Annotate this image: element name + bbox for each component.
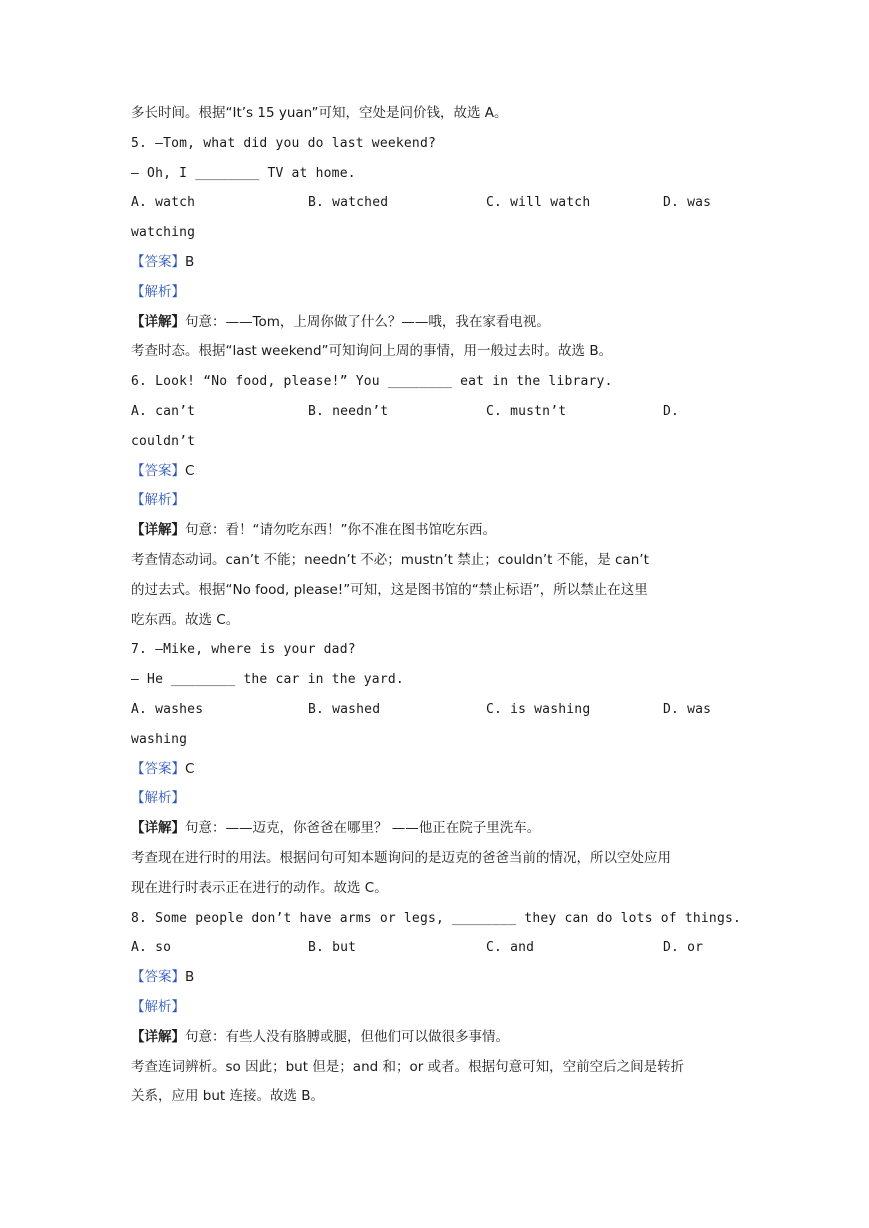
answer-options-row	[131, 188, 741, 218]
text-line: 吃东西。故选 C。	[131, 611, 240, 628]
option-c: C. is washing	[486, 701, 591, 717]
option-b: B. but	[308, 940, 357, 956]
detail-line	[131, 516, 741, 546]
option-d: D.	[663, 403, 680, 419]
section-tag-value: B	[185, 253, 195, 270]
document-page	[131, 99, 741, 1112]
text-line: — He ________ the car in the yard.	[131, 672, 404, 688]
detail-label: 【详解】	[131, 313, 185, 330]
answer-tag-line	[131, 486, 741, 516]
text-line: washing	[131, 731, 188, 747]
section-tag-label: 【解析】	[131, 492, 185, 509]
text-line: 关系，应用 but 连接。故选 B。	[131, 1088, 325, 1105]
section-tag-label: 【解析】	[131, 998, 185, 1015]
detail-text: 句意：有些人没有胳膊或腿，但他们可以做很多事情。	[185, 1028, 509, 1045]
answer-tag-line	[131, 278, 741, 308]
answer-tag-line	[131, 457, 741, 487]
section-tag-label: 【答案】	[131, 253, 185, 270]
text-line: watching	[131, 225, 196, 241]
text-line: 现在进行时表示正在进行的动作。故选 C。	[131, 879, 388, 896]
text-line: 考查连词辨析。so 因此；but 但是；and 和；or 或者。根据句意可知，空前空后之间是转折	[131, 1058, 685, 1075]
section-tag-label: 【答案】	[131, 969, 185, 986]
text-line: — Oh, I ________ TV at home.	[131, 165, 356, 181]
text-line: 7. —Mike, where is your dad?	[131, 642, 356, 658]
option-a: A. so	[131, 940, 172, 956]
section-tag-label: 【答案】	[131, 462, 185, 479]
text-line: 考查情态动词。can’t 不能；needn’t 不必；mustn’t 禁止；couldn’t 不能，是 can’t	[131, 551, 649, 568]
text-line: 5. —Tom, what did you do last weekend?	[131, 135, 437, 151]
detail-label: 【详解】	[131, 820, 185, 837]
section-tag-label: 【答案】	[131, 760, 185, 777]
detail-line	[131, 308, 741, 338]
option-c: C. and	[486, 940, 535, 956]
text-line: 8. Some people don’t have arms or legs, ________ they can do lots of things.	[131, 910, 742, 926]
detail-label: 【详解】	[131, 522, 185, 539]
answer-options-row	[131, 397, 741, 427]
detail-text: 句意：——迈克，你爸爸在哪里？ ——他正在院子里洗车。	[185, 820, 541, 837]
option-a: A. watch	[131, 195, 196, 211]
option-d: D. was	[663, 195, 712, 211]
answer-tag-line	[131, 755, 741, 785]
text-line: 多长时间。根据“It’s 15 yuan”可知，空处是问价钱，故选 A。	[131, 105, 508, 121]
option-a: A. can’t	[131, 403, 196, 419]
answer-options-row	[131, 933, 741, 963]
section-tag-value: C	[185, 462, 195, 479]
section-tag-value: B	[185, 969, 195, 986]
detail-text: 句意：——Tom，上周你做了什么？——哦，我在家看电视。	[185, 313, 550, 330]
text-line: couldn’t	[131, 433, 196, 449]
option-a: A. washes	[131, 701, 204, 717]
option-b: B. needn’t	[308, 403, 389, 419]
section-tag-label: 【解析】	[131, 790, 185, 807]
text-line: 考查现在进行时的用法。根据问句可知本题询问的是迈克的爸爸当前的情况，所以空处应用	[131, 849, 671, 866]
text-line: 6. Look! “No food, please!” You ________ eat in the library.	[131, 374, 613, 390]
section-tag-value: C	[185, 760, 195, 777]
answer-tag-line	[131, 993, 741, 1023]
text-line: 的过去式。根据“No food, please!”可知，这是图书馆的“禁止标语”，所以禁止在这里	[131, 581, 648, 598]
answer-tag-line	[131, 963, 741, 993]
section-tag-label: 【解析】	[131, 283, 185, 300]
answer-options-row	[131, 695, 741, 725]
detail-text: 句意：看！“请勿吃东西！”你不准在图书馆吃东西。	[185, 522, 496, 539]
answer-tag-line	[131, 784, 741, 814]
detail-label: 【详解】	[131, 1028, 185, 1045]
text-line: 考查时态。根据“last weekend”可知询问上周的事情，用一般过去时。故选 B。	[131, 343, 613, 360]
detail-line	[131, 1023, 741, 1053]
option-c: C. mustn’t	[486, 403, 567, 419]
detail-line	[131, 814, 741, 844]
option-d: D. or	[663, 940, 704, 956]
option-c: C. will watch	[486, 195, 591, 211]
option-b: B. washed	[308, 701, 381, 717]
option-d: D. was	[663, 701, 712, 717]
option-b: B. watched	[308, 195, 389, 211]
answer-tag-line	[131, 248, 741, 278]
